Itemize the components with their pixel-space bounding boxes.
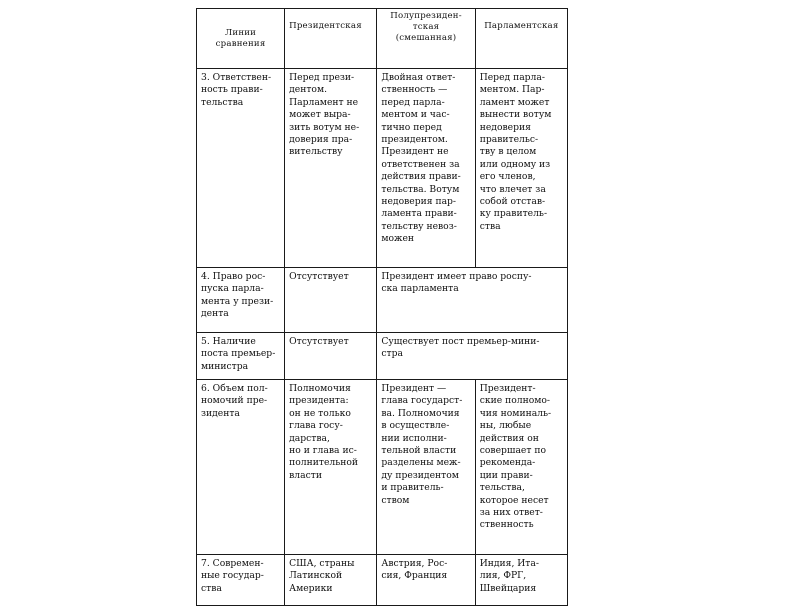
parliamentary-cell: Перед парла- ментом. Пар- ламент может вынести вотум недоверия правительс- тву в целом или одному из его членов, что влечет за собой отстав- ку правитель- ства [475, 69, 567, 268]
table-row [197, 69, 568, 268]
presidential-cell: Полномочия президента: он не только глава госу- дарства, но и глава ис- полнительной власти [285, 380, 377, 555]
header-parliamentary: Парламентская [475, 9, 567, 69]
parliamentary-cell: Индия, Ита- лия, ФРГ, Швейцария [475, 555, 567, 606]
criterion-cell: 3. Ответствен- ность прави- тельства [197, 69, 285, 268]
semi-presidential-cell: Двойная ответ- ственность — перед парла- ментом и час- тично перед президентом. Президент не ответственен за действия прави- тельства. Вотум недоверия пар- ламента прави- тельству невоз- можен [377, 69, 475, 268]
criterion-cell: 4. Право рос- пуска парла- мента у прези- дента [197, 268, 285, 333]
header-presidential: Президентская [285, 9, 377, 69]
parliamentary-cell: Президент- ские полномо- чия номиналь- ны, любые действия он совершает по рекоменда- ции прави- тельства, которое несет за них ответ- ственность [475, 380, 567, 555]
presidential-cell: Отсутствует [285, 333, 377, 380]
merged-semi-parliamentary-cell: Существует пост премьер-мини- стра [377, 333, 568, 380]
merged-semi-parliamentary-cell: Президент имеет право роспу- ска парламента [377, 268, 568, 333]
presidential-cell: США, страны Латинской Америки [285, 555, 377, 606]
header-semi-presidential: Полупрезиден- тская (смешанная) [377, 9, 475, 69]
table-row [197, 380, 568, 555]
semi-presidential-cell: Президент — глава государст- ва. Полномочия в осуществле- нии исполни- тельной власти разделены меж- ду президентом и правитель- ством [377, 380, 475, 555]
presidential-cell: Перед прези- дентом. Парламент не может выра- зить вотум не- доверия пра- вительству [285, 69, 377, 268]
criterion-cell: 7. Современ- ные государ- ства [197, 555, 285, 606]
table-row [197, 268, 568, 333]
criterion-cell: 6. Объем пол- номочий пре- зидента [197, 380, 285, 555]
comparison-table [196, 8, 568, 606]
table-header-row [197, 9, 568, 69]
header-criteria: Линии сравнения [197, 9, 285, 69]
table-row [197, 333, 568, 380]
table-row [197, 555, 568, 606]
presidential-cell: Отсутствует [285, 268, 377, 333]
semi-presidential-cell: Австрия, Рос- сия, Франция [377, 555, 475, 606]
criterion-cell: 5. Наличие поста премьер- министра [197, 333, 285, 380]
